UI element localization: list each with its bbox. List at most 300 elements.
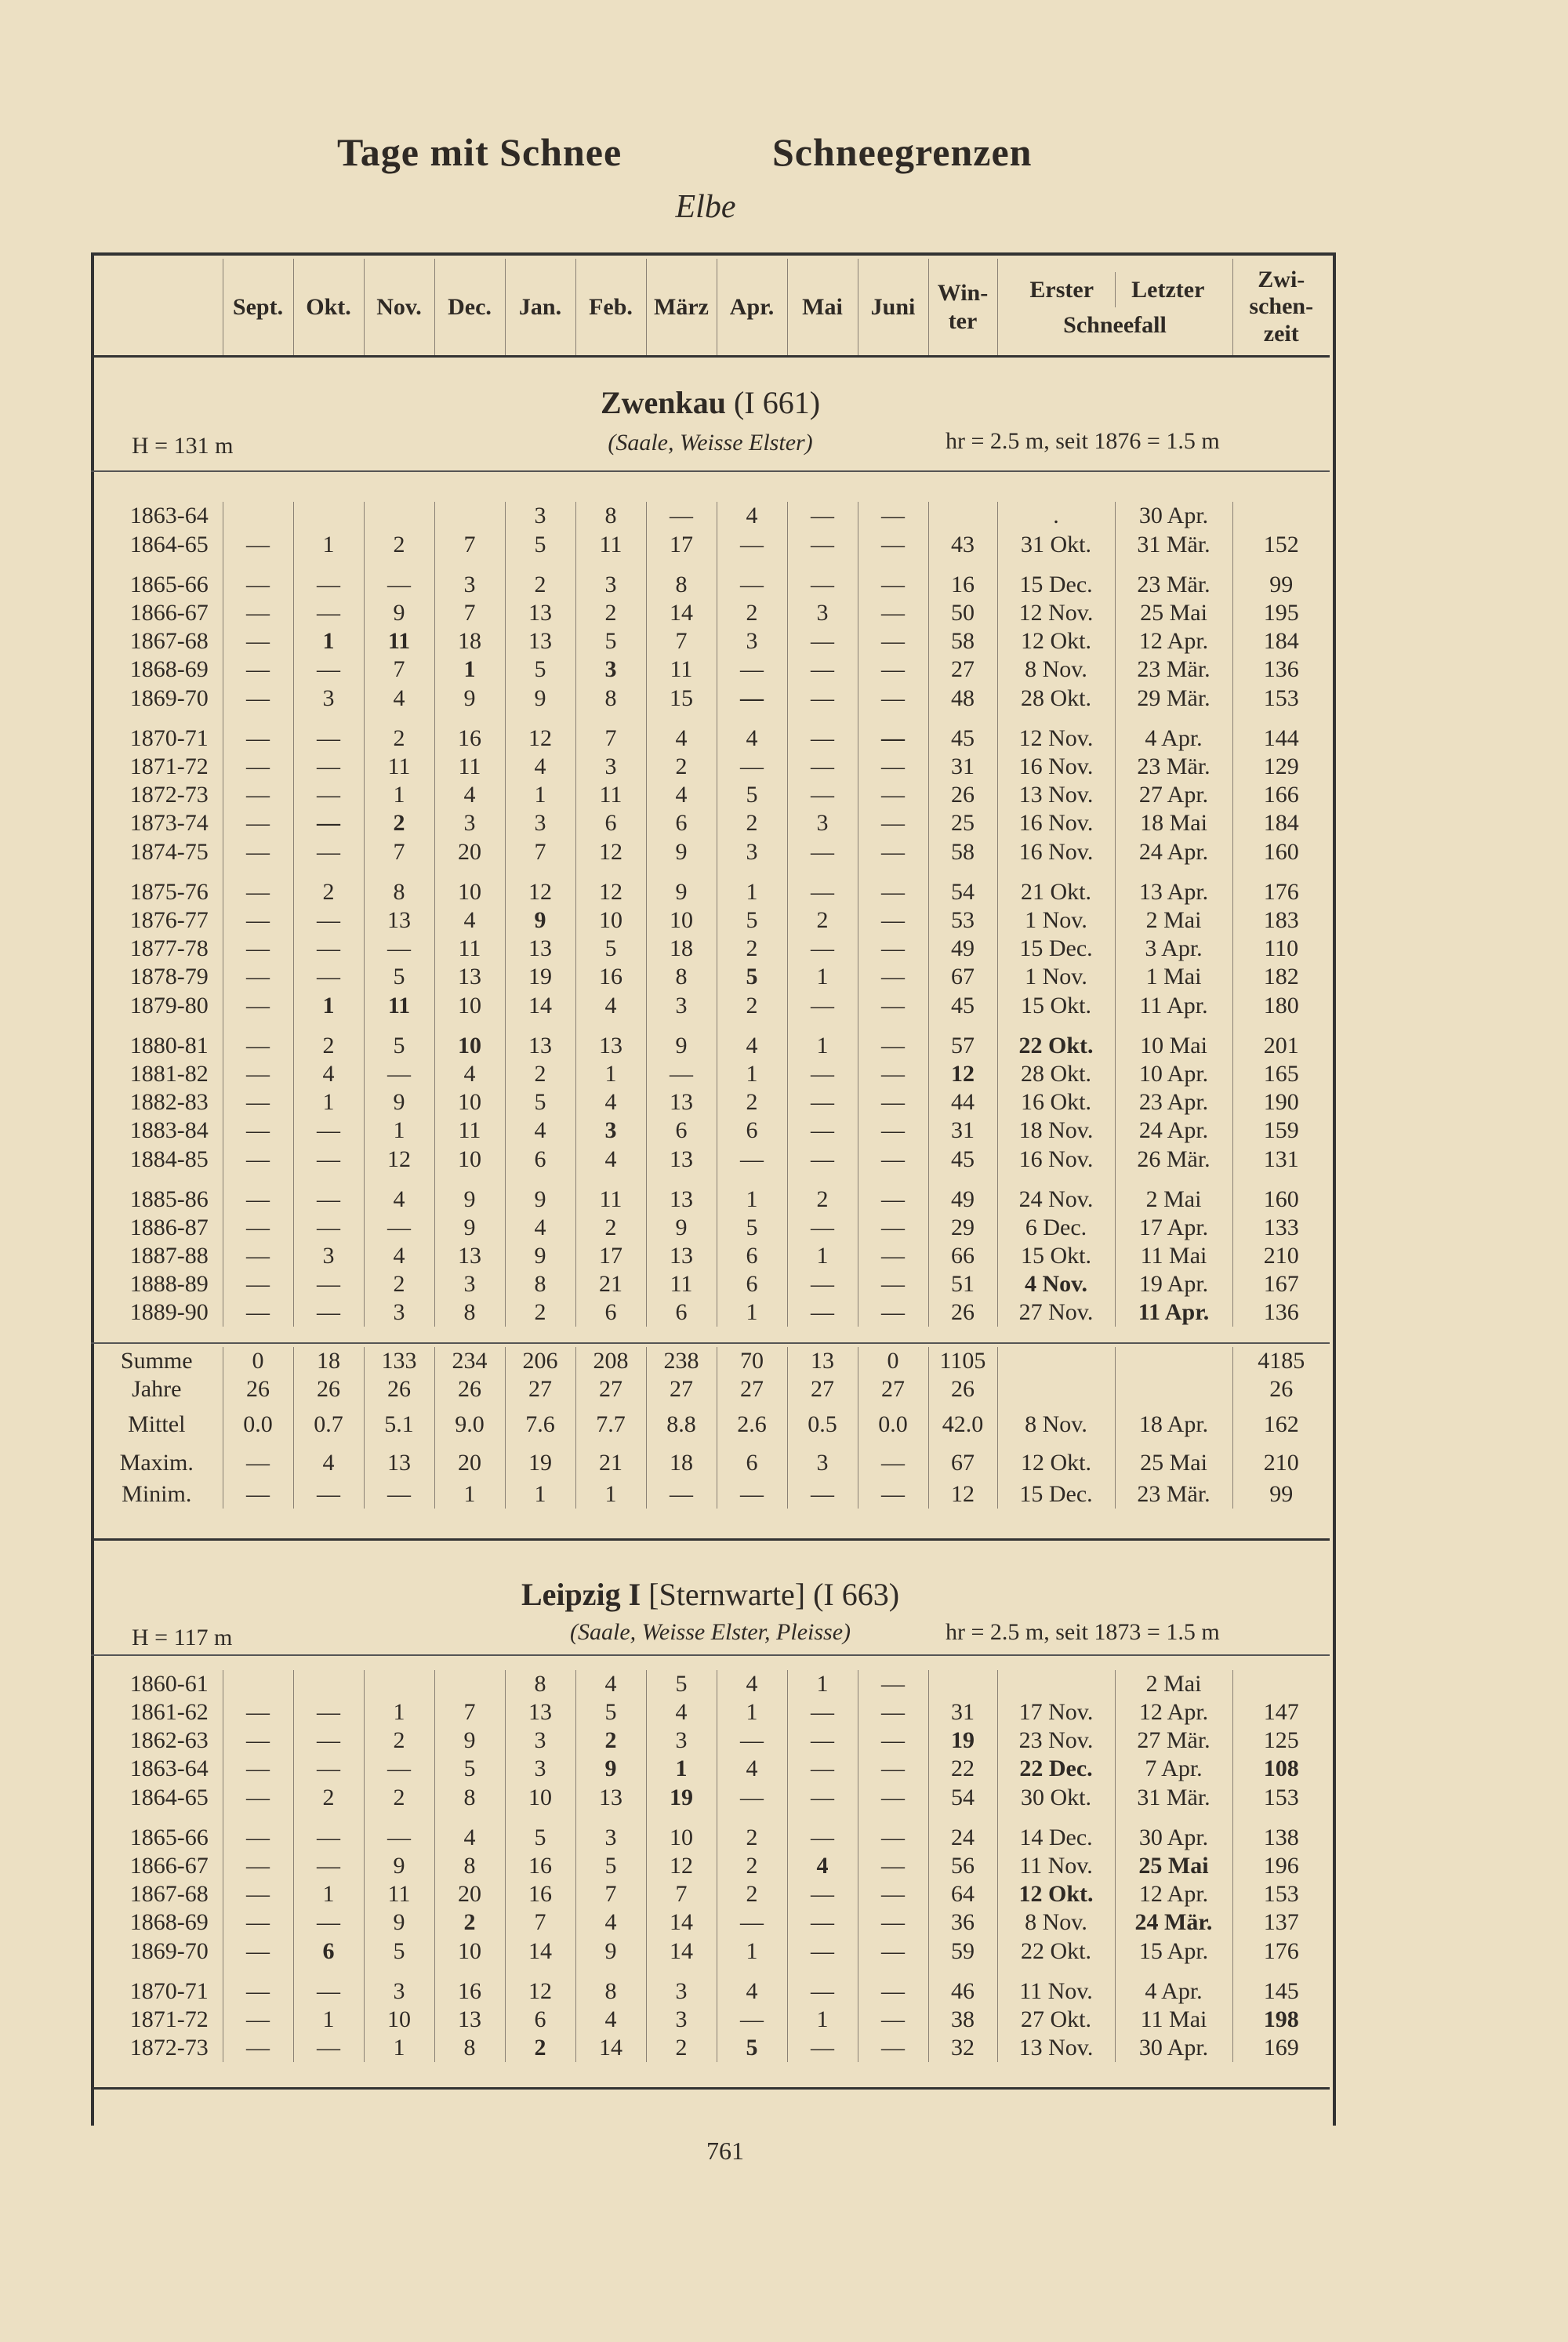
data-cell: — bbox=[293, 1908, 364, 1937]
data-cell: — bbox=[223, 1117, 293, 1145]
data-cell: 3 bbox=[787, 599, 858, 627]
data-cell: 4 bbox=[575, 2006, 646, 2034]
table-row bbox=[91, 1880, 1330, 1908]
data-cell: 7 bbox=[575, 724, 646, 753]
data-cell: — bbox=[293, 1755, 364, 1783]
station-rivers: (Saale, Weisse Elster, Pleisse) bbox=[570, 1619, 851, 1645]
data-cell: — bbox=[364, 1755, 434, 1783]
data-cell: 24 Apr. bbox=[1115, 837, 1232, 878]
data-cell: 160 bbox=[1232, 1186, 1330, 1214]
data-cell: — bbox=[787, 1880, 858, 1908]
data-cell: — bbox=[858, 753, 928, 781]
summary-cell: 27 bbox=[787, 1375, 858, 1403]
data-cell: 6 bbox=[646, 1298, 717, 1327]
station-code: (I 661) bbox=[734, 385, 821, 420]
table-row bbox=[91, 1908, 1330, 1937]
station-name: Zwenkau bbox=[600, 385, 727, 420]
data-cell: 2 bbox=[717, 991, 787, 1032]
year-cell: 1870-71 bbox=[129, 725, 209, 751]
data-cell: 3 bbox=[505, 809, 575, 837]
data-cell: — bbox=[787, 1727, 858, 1755]
data-cell: — bbox=[858, 906, 928, 935]
data-cell: 5 bbox=[575, 1698, 646, 1727]
data-cell: 50 bbox=[928, 599, 997, 627]
data-cell: — bbox=[293, 963, 364, 991]
data-cell: 17 Nov. bbox=[997, 1698, 1115, 1727]
table-row bbox=[91, 627, 1330, 655]
data-cell: — bbox=[717, 2006, 787, 2034]
data-cell: 7 bbox=[434, 599, 505, 627]
data-cell: 23 Mär. bbox=[1115, 571, 1232, 599]
col-feb: Feb. bbox=[575, 259, 646, 357]
data-cell: — bbox=[364, 1214, 434, 1242]
data-cell: 12 bbox=[505, 1977, 575, 2006]
data-cell: 17 Apr. bbox=[1115, 1214, 1232, 1242]
data-cell: — bbox=[364, 1824, 434, 1852]
data-cell: — bbox=[787, 878, 858, 906]
year-cell: 1868-69 bbox=[129, 656, 209, 682]
data-cell: 2 bbox=[505, 2034, 575, 2062]
year-cell: 1882-83 bbox=[129, 1089, 209, 1115]
data-cell: 5 bbox=[575, 627, 646, 655]
data-cell: — bbox=[223, 684, 293, 724]
data-cell: 13 bbox=[646, 1088, 717, 1117]
data-cell: 22 Okt. bbox=[997, 1937, 1115, 1977]
data-cell: 9 bbox=[646, 837, 717, 878]
data-cell: — bbox=[293, 655, 364, 684]
summary-cell: 0 bbox=[223, 1347, 293, 1375]
data-cell: 11 bbox=[575, 781, 646, 809]
table-row bbox=[91, 1298, 1330, 1327]
data-cell: 5 bbox=[646, 1670, 717, 1698]
data-cell: 18 bbox=[646, 935, 717, 963]
data-cell: 4 Apr. bbox=[1115, 724, 1232, 753]
data-cell: — bbox=[223, 1145, 293, 1186]
data-cell: 49 bbox=[928, 935, 997, 963]
data-cell: 9 bbox=[505, 1242, 575, 1270]
year-cell: 1867-68 bbox=[129, 1881, 209, 1907]
page-title-right: Schneegrenzen bbox=[772, 130, 1033, 174]
data-cell: 3 bbox=[434, 1270, 505, 1298]
year-cell: 1873-74 bbox=[129, 810, 209, 836]
data-cell: 20 bbox=[434, 837, 505, 878]
summary-cell: 0.0 bbox=[858, 1403, 928, 1446]
data-cell: — bbox=[717, 1727, 787, 1755]
data-cell: 17 bbox=[575, 1242, 646, 1270]
year-cell: 1880-81 bbox=[129, 1033, 209, 1058]
data-cell: 16 bbox=[505, 1880, 575, 1908]
data-cell: 11 bbox=[646, 655, 717, 684]
data-cell: — bbox=[223, 1060, 293, 1088]
data-cell: 6 bbox=[646, 809, 717, 837]
data-cell: 11 bbox=[434, 753, 505, 781]
data-cell: 2 bbox=[717, 599, 787, 627]
data-cell: — bbox=[858, 1242, 928, 1270]
data-cell: — bbox=[858, 781, 928, 809]
station-name: Leipzig I bbox=[521, 1577, 641, 1612]
data-cell: 15 Okt. bbox=[997, 991, 1115, 1032]
data-cell: — bbox=[293, 1214, 364, 1242]
data-cell: 1 bbox=[293, 530, 364, 571]
year-cell: 1878-79 bbox=[129, 964, 209, 989]
data-cell: 2 bbox=[364, 1727, 434, 1755]
data-cell: — bbox=[293, 1698, 364, 1727]
data-cell: — bbox=[858, 1727, 928, 1755]
data-cell: 2 bbox=[364, 724, 434, 753]
summary-cell: 1105 bbox=[928, 1347, 997, 1375]
data-cell: 19 Apr. bbox=[1115, 1270, 1232, 1298]
data-cell: — bbox=[858, 1060, 928, 1088]
data-cell: — bbox=[223, 963, 293, 991]
data-cell: — bbox=[858, 878, 928, 906]
data-cell: 11 Apr. bbox=[1115, 1298, 1232, 1327]
data-cell: — bbox=[858, 837, 928, 878]
data-cell: 12 Nov. bbox=[997, 724, 1115, 753]
data-cell: 11 Mai bbox=[1115, 1242, 1232, 1270]
data-cell: 4 bbox=[364, 684, 434, 724]
data-cell: — bbox=[787, 724, 858, 753]
data-cell: 12 bbox=[364, 1145, 434, 1186]
data-cell: — bbox=[293, 837, 364, 878]
data-cell: 7 Apr. bbox=[1115, 1755, 1232, 1783]
data-cell: 4 bbox=[575, 1670, 646, 1698]
data-cell: — bbox=[858, 530, 928, 571]
data-cell: 11 bbox=[434, 935, 505, 963]
data-cell: 4 bbox=[434, 906, 505, 935]
divider bbox=[91, 470, 1330, 472]
data-cell: 56 bbox=[928, 1852, 997, 1880]
data-cell: — bbox=[223, 991, 293, 1032]
year-cell: 1888-89 bbox=[129, 1271, 209, 1297]
data-cell: 9 bbox=[505, 906, 575, 935]
data-cell: 17 bbox=[646, 530, 717, 571]
data-cell: 30 Apr. bbox=[1115, 502, 1232, 530]
table-row bbox=[91, 963, 1330, 991]
data-cell: 9 bbox=[646, 1214, 717, 1242]
summary-cell: 18 bbox=[293, 1347, 364, 1375]
region-subtitle: Elbe bbox=[675, 189, 736, 225]
page-number: 761 bbox=[706, 2137, 744, 2165]
summary-cell: 70 bbox=[717, 1347, 787, 1375]
summary-label: Minim. bbox=[122, 1481, 192, 1507]
data-cell: 4 bbox=[575, 991, 646, 1032]
year-cell: 1868-69 bbox=[129, 1909, 209, 1935]
data-cell: 3 bbox=[293, 684, 364, 724]
table-row bbox=[91, 1145, 1330, 1186]
summary-cell: 18 Apr. bbox=[1115, 1403, 1232, 1446]
page-title-left: Tage mit Schnee bbox=[337, 130, 622, 174]
col-sept: Sept. bbox=[223, 259, 293, 357]
summary-cell: — bbox=[223, 1480, 293, 1509]
data-cell: 10 bbox=[434, 1937, 505, 1977]
data-cell: 5 bbox=[717, 781, 787, 809]
data-cell: 2 bbox=[364, 809, 434, 837]
data-cell: 18 bbox=[434, 627, 505, 655]
summary-cell: 26 bbox=[434, 1375, 505, 1403]
summary-cell: 208 bbox=[575, 1347, 646, 1375]
data-cell: 6 bbox=[575, 809, 646, 837]
data-cell: 1 Nov. bbox=[997, 906, 1115, 935]
year-cell: 1867-68 bbox=[129, 628, 209, 654]
data-cell: — bbox=[293, 1727, 364, 1755]
data-cell: 8 bbox=[646, 963, 717, 991]
summary-cell bbox=[997, 1375, 1115, 1403]
summary-label: Jahre bbox=[132, 1376, 182, 1402]
data-cell: 11 Nov. bbox=[997, 1852, 1115, 1880]
summary-cell: 15 Dec. bbox=[997, 1480, 1115, 1509]
data-cell: — bbox=[223, 1937, 293, 1977]
data-cell: 147 bbox=[1232, 1698, 1330, 1727]
data-cell: 5 bbox=[717, 906, 787, 935]
year-cell: 1884-85 bbox=[129, 1146, 209, 1172]
summary-cell: 210 bbox=[1232, 1446, 1330, 1480]
data-cell: 195 bbox=[1232, 599, 1330, 627]
data-cell: — bbox=[858, 1032, 928, 1060]
data-cell: 30 Okt. bbox=[997, 1783, 1115, 1824]
summary-label: Mittel bbox=[128, 1411, 186, 1437]
year-cell: 1863-64 bbox=[129, 1756, 209, 1781]
data-cell: — bbox=[858, 1214, 928, 1242]
data-cell: 11 bbox=[434, 1117, 505, 1145]
data-cell: 6 bbox=[505, 2006, 575, 2034]
data-cell: 6 Dec. bbox=[997, 1214, 1115, 1242]
data-cell: — bbox=[223, 1880, 293, 1908]
summary-cell: 2.6 bbox=[717, 1403, 787, 1446]
data-cell: 12 bbox=[928, 1060, 997, 1088]
data-cell: 14 bbox=[646, 599, 717, 627]
station-leipzig-table bbox=[91, 1670, 1330, 2062]
data-cell: — bbox=[787, 1783, 858, 1824]
station-gauge: hr = 2.5 m, seit 1873 = 1.5 m bbox=[946, 1619, 1220, 1645]
data-cell: 190 bbox=[1232, 1088, 1330, 1117]
data-cell: 3 bbox=[434, 571, 505, 599]
data-cell: 31 bbox=[928, 1698, 997, 1727]
data-cell: 144 bbox=[1232, 724, 1330, 753]
data-cell: 1 bbox=[293, 1088, 364, 1117]
data-cell: 31 Mär. bbox=[1115, 530, 1232, 571]
summary-cell: 4 bbox=[293, 1446, 364, 1480]
data-cell: 25 Mai bbox=[1115, 1852, 1232, 1880]
data-cell: 4 bbox=[787, 1852, 858, 1880]
data-cell: 31 Mär. bbox=[1115, 1783, 1232, 1824]
data-cell: 3 bbox=[646, 1727, 717, 1755]
data-cell: — bbox=[787, 627, 858, 655]
data-cell: — bbox=[787, 1977, 858, 2006]
data-cell: 8 bbox=[364, 878, 434, 906]
data-cell: 11 bbox=[364, 991, 434, 1032]
data-cell: 4 bbox=[505, 1214, 575, 1242]
data-cell: 4 Nov. bbox=[997, 1270, 1115, 1298]
data-cell bbox=[434, 1670, 505, 1698]
data-cell: — bbox=[787, 2034, 858, 2062]
data-cell: 9 bbox=[434, 1186, 505, 1214]
data-cell: 1 bbox=[434, 655, 505, 684]
data-cell: 201 bbox=[1232, 1032, 1330, 1060]
table-row bbox=[91, 1670, 1330, 1698]
data-cell: 6 bbox=[575, 1298, 646, 1327]
data-cell: 1 bbox=[787, 2006, 858, 2034]
data-cell: 1 bbox=[717, 1937, 787, 1977]
data-cell: 58 bbox=[928, 627, 997, 655]
data-cell: 14 bbox=[505, 991, 575, 1032]
data-cell: 2 bbox=[293, 1783, 364, 1824]
data-cell: — bbox=[223, 1908, 293, 1937]
data-cell: 1 bbox=[293, 627, 364, 655]
data-cell: 176 bbox=[1232, 1937, 1330, 1977]
data-cell: 1 Nov. bbox=[997, 963, 1115, 991]
data-cell: 2 bbox=[434, 1908, 505, 1937]
data-cell: 4 bbox=[505, 753, 575, 781]
data-cell: — bbox=[787, 1117, 858, 1145]
data-cell: 19 bbox=[928, 1727, 997, 1755]
data-cell: — bbox=[787, 1698, 858, 1727]
data-cell: 153 bbox=[1232, 684, 1330, 724]
data-cell: — bbox=[223, 906, 293, 935]
table-row bbox=[91, 502, 1330, 530]
data-cell: 7 bbox=[575, 1880, 646, 1908]
table-row bbox=[91, 781, 1330, 809]
data-cell: 176 bbox=[1232, 878, 1330, 906]
data-cell: — bbox=[293, 1270, 364, 1298]
data-cell: 31 bbox=[928, 1117, 997, 1145]
data-cell: 11 bbox=[575, 1186, 646, 1214]
data-cell: 24 Apr. bbox=[1115, 1117, 1232, 1145]
data-cell: 8 bbox=[505, 1670, 575, 1698]
data-cell: — bbox=[293, 1852, 364, 1880]
year-cell: 1865-66 bbox=[129, 572, 209, 597]
data-cell: 16 bbox=[505, 1852, 575, 1880]
data-cell: 9 bbox=[575, 1937, 646, 1977]
data-cell: 15 Okt. bbox=[997, 1242, 1115, 1270]
data-cell: 30 Apr. bbox=[1115, 1824, 1232, 1852]
data-cell: 26 bbox=[928, 1298, 997, 1327]
data-cell: — bbox=[787, 1298, 858, 1327]
data-cell: 11 bbox=[364, 627, 434, 655]
data-cell: 11 bbox=[364, 1880, 434, 1908]
data-cell: 43 bbox=[928, 530, 997, 571]
data-cell: 5 bbox=[364, 1937, 434, 1977]
data-cell: — bbox=[223, 1088, 293, 1117]
data-cell: 1 bbox=[293, 991, 364, 1032]
data-cell: 3 bbox=[646, 991, 717, 1032]
col-maerz: März bbox=[646, 259, 717, 357]
data-cell: 131 bbox=[1232, 1145, 1330, 1186]
year-cell: 1869-70 bbox=[129, 1938, 209, 1964]
data-cell: 7 bbox=[505, 837, 575, 878]
table-row bbox=[91, 2006, 1330, 2034]
data-cell: 7 bbox=[434, 1698, 505, 1727]
summary-row bbox=[91, 1446, 1330, 1480]
data-cell: 196 bbox=[1232, 1852, 1330, 1880]
data-cell: — bbox=[787, 1060, 858, 1088]
data-cell: 1 bbox=[787, 1032, 858, 1060]
table-row bbox=[91, 1032, 1330, 1060]
summary-cell: 26 bbox=[364, 1375, 434, 1403]
data-cell: — bbox=[858, 655, 928, 684]
data-cell: 28 Okt. bbox=[997, 684, 1115, 724]
data-cell: 46 bbox=[928, 1977, 997, 2006]
data-cell: — bbox=[787, 684, 858, 724]
year-cell: 1883-84 bbox=[129, 1117, 209, 1143]
col-nov: Nov. bbox=[364, 259, 434, 357]
year-cell: 1887-88 bbox=[129, 1243, 209, 1269]
data-cell: 2 bbox=[575, 1727, 646, 1755]
data-cell: 4 bbox=[293, 1060, 364, 1088]
data-cell: 19 bbox=[505, 963, 575, 991]
data-cell: 26 Mär. bbox=[1115, 1145, 1232, 1186]
data-cell: 23 Apr. bbox=[1115, 1088, 1232, 1117]
data-cell: — bbox=[646, 502, 717, 530]
data-cell: 1 bbox=[646, 1755, 717, 1783]
year-cell: 1864-65 bbox=[129, 532, 209, 557]
data-cell: — bbox=[293, 1186, 364, 1214]
station-zwenkau-table bbox=[91, 502, 1330, 1327]
data-cell: 3 bbox=[717, 837, 787, 878]
data-cell: — bbox=[223, 935, 293, 963]
data-cell: 5 bbox=[575, 1852, 646, 1880]
summary-cell: 27 bbox=[505, 1375, 575, 1403]
summary-label: Summe bbox=[120, 1348, 193, 1374]
data-cell: — bbox=[646, 1060, 717, 1088]
data-cell: — bbox=[293, 724, 364, 753]
data-cell: 32 bbox=[928, 2034, 997, 2062]
data-cell: 23 Mär. bbox=[1115, 655, 1232, 684]
data-cell: — bbox=[787, 991, 858, 1032]
data-cell: 14 bbox=[646, 1937, 717, 1977]
year-cell: 1885-86 bbox=[129, 1186, 209, 1212]
summary-label: Maxim. bbox=[119, 1450, 194, 1476]
data-cell: 2 bbox=[575, 599, 646, 627]
data-cell: 10 bbox=[434, 1145, 505, 1186]
data-cell: 4 bbox=[434, 781, 505, 809]
data-cell bbox=[1232, 502, 1330, 530]
data-cell: 4 bbox=[717, 1670, 787, 1698]
data-cell: 7 bbox=[434, 530, 505, 571]
data-cell: — bbox=[787, 837, 858, 878]
data-cell: 64 bbox=[928, 1880, 997, 1908]
data-cell: — bbox=[223, 1727, 293, 1755]
data-cell: 9 bbox=[646, 878, 717, 906]
data-cell: — bbox=[223, 1242, 293, 1270]
summary-cell: 99 bbox=[1232, 1480, 1330, 1509]
data-cell: 21 Okt. bbox=[997, 878, 1115, 906]
table-row bbox=[91, 991, 1330, 1032]
summary-cell: 18 bbox=[646, 1446, 717, 1480]
data-cell: 183 bbox=[1232, 906, 1330, 935]
summary-cell: 12 bbox=[928, 1480, 997, 1509]
data-cell: 2 bbox=[364, 1783, 434, 1824]
data-cell: 1 bbox=[293, 1880, 364, 1908]
col-mai: Mai bbox=[787, 259, 858, 357]
data-cell: 5 bbox=[717, 2034, 787, 2062]
data-cell: — bbox=[223, 724, 293, 753]
data-cell: 11 Mai bbox=[1115, 2006, 1232, 2034]
data-cell: — bbox=[858, 1977, 928, 2006]
col-schneefall: Schneefall bbox=[1063, 311, 1167, 338]
data-cell: 8 bbox=[434, 1298, 505, 1327]
summary-row bbox=[91, 1347, 1330, 1375]
summary-cell: 133 bbox=[364, 1347, 434, 1375]
data-cell: — bbox=[223, 1186, 293, 1214]
summary-cell: — bbox=[858, 1480, 928, 1509]
data-cell: — bbox=[223, 1755, 293, 1783]
data-cell: — bbox=[293, 935, 364, 963]
year-cell: 1865-66 bbox=[129, 1825, 209, 1850]
summary-cell bbox=[1115, 1347, 1232, 1375]
summary-cell: — bbox=[787, 1480, 858, 1509]
data-cell: 29 Mär. bbox=[1115, 684, 1232, 724]
data-cell: — bbox=[293, 1117, 364, 1145]
